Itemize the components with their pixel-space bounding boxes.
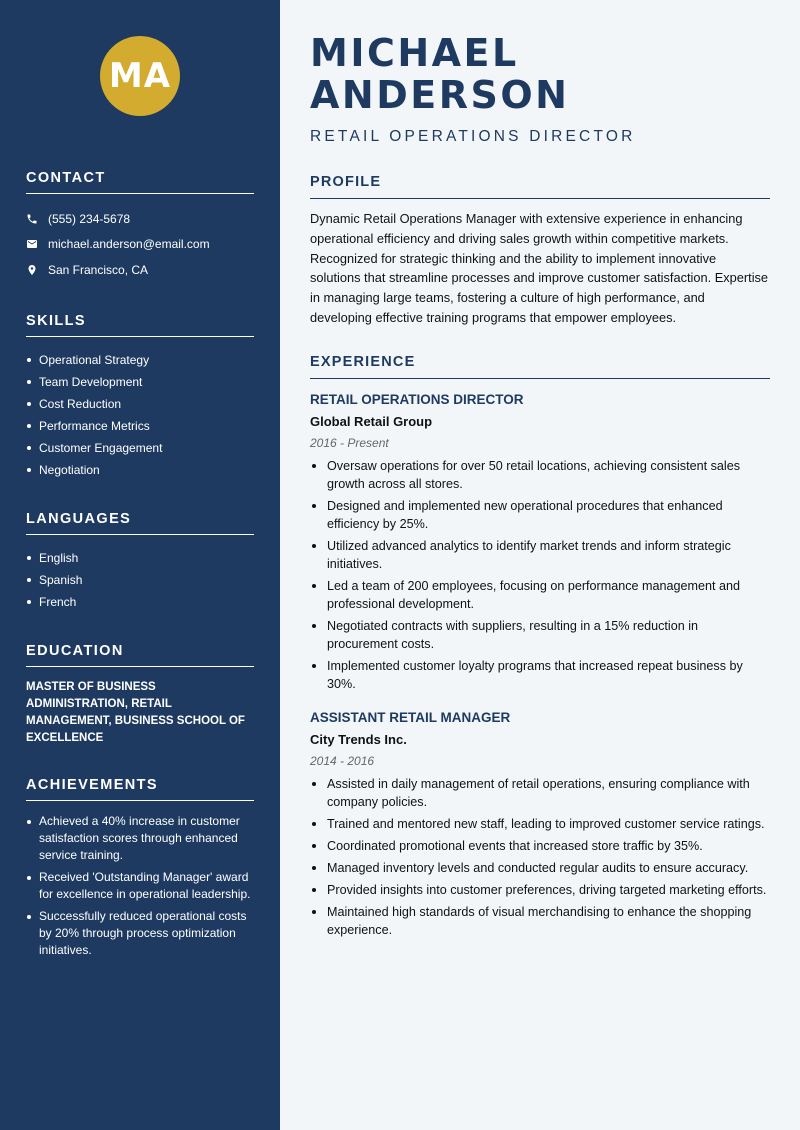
email-icon [26, 238, 38, 250]
job-bullet: Utilized advanced analytics to identify market trends and inform strategic initiatives. [310, 537, 770, 573]
job-bullet: Implemented customer loyalty programs that increased repeat business by 30%. [310, 657, 770, 693]
profile-heading: PROFILE [310, 174, 770, 199]
achievement-item: Received 'Outstanding Manager' award for excellence in operational leadership. [26, 869, 254, 903]
candidate-name: MICHAEL ANDERSON [310, 31, 570, 117]
experience-heading: EXPERIENCE [310, 354, 770, 379]
job-bullets [310, 775, 770, 939]
achievement-item: Successfully reduced operational costs by 20% through process optimization initiatives. [26, 908, 254, 959]
phone-text: (555) 234-5678 [48, 211, 131, 226]
languages-list [26, 547, 254, 613]
job-bullet: Negotiated contracts with suppliers, resulting in a 15% reduction in procurement costs. [310, 617, 770, 653]
location-text: San Francisco, CA [48, 262, 149, 277]
language-item: French [26, 591, 254, 613]
job-company: City Trends Inc. [310, 731, 407, 747]
job-bullet: Managed inventory levels and conducted regular audits to ensure accuracy. [310, 859, 770, 877]
languages-section [26, 511, 254, 613]
candidate-title: RETAIL OPERATIONS DIRECTOR [310, 128, 636, 145]
education-degree: MASTER OF BUSINESS ADMINISTRATION, RETAIL MANAGEMENT, BUSINESS SCHOOL OF EXCELLENCE [26, 680, 245, 744]
job-title: ASSISTANT RETAIL MANAGER [310, 709, 511, 725]
job-company: Global Retail Group [310, 413, 433, 429]
education-heading: EDUCATION [26, 643, 254, 667]
job-bullets [310, 457, 770, 693]
job-bullet: Oversaw operations for over 50 retail locations, achieving consistent sales growth across all stores. [310, 457, 770, 493]
job-bullet: Designed and implemented new operational procedures that enhanced efficiency by 25%. [310, 497, 770, 533]
job-dates: 2016 - Present [310, 435, 389, 450]
job-bullet: Assisted in daily management of retail operations, ensuring compliance with company policies. [310, 775, 770, 811]
contact-location [26, 257, 254, 283]
email-text: michael.anderson@email.com [48, 237, 210, 252]
job-bullet: Provided insights into customer preferences, driving targeted marketing efforts. [310, 881, 770, 899]
avatar: MA [100, 36, 180, 116]
contact-phone [26, 206, 254, 232]
job-dates: 2014 - 2016 [310, 753, 375, 768]
job-entry [310, 389, 770, 693]
skills-section [26, 313, 254, 481]
achievement-item: Achieved a 40% increase in customer satisfaction scores through enhanced service training. [26, 813, 254, 864]
achievements-heading: ACHIEVEMENTS [26, 777, 254, 801]
job-bullet: Trained and mentored new staff, leading to improved customer service ratings. [310, 815, 770, 833]
job-bullet: Maintained high standards of visual merchandising to enhance the shopping experience. [310, 903, 770, 939]
skill-item: Performance Metrics [26, 415, 254, 437]
achievements-section [26, 777, 254, 959]
job-entry [310, 707, 770, 939]
skill-item: Operational Strategy [26, 349, 254, 371]
contact-heading: CONTACT [26, 170, 254, 194]
job-bullet: Led a team of 200 employees, focusing on performance management and professional development. [310, 577, 770, 613]
sidebar [0, 0, 280, 1130]
profile-text: Dynamic Retail Operations Manager with extensive experience in enhancing operational efficiency and driving sales growth within competitive markets. Recognized for strategic thinking and the ability to implement innovative solutions that streamline processes and improve customer satisfaction. Expertise in managing large teams, fostering a culture of high performance, and developing effective training programs that empower employees. [310, 211, 769, 325]
languages-heading: LANGUAGES [26, 511, 254, 535]
achievements-list [26, 813, 254, 959]
profile-section [310, 174, 770, 328]
job-title: RETAIL OPERATIONS DIRECTOR [310, 391, 524, 407]
language-item: English [26, 547, 254, 569]
skill-item: Negotiation [26, 459, 254, 481]
main-content [280, 0, 800, 1130]
skill-item: Customer Engagement [26, 437, 254, 459]
job-bullet: Coordinated promotional events that increased store traffic by 35%. [310, 837, 770, 855]
skills-heading: SKILLS [26, 313, 254, 337]
contact-section [26, 170, 254, 283]
location-pin-icon [26, 264, 38, 276]
skill-item: Cost Reduction [26, 393, 254, 415]
skills-list [26, 349, 254, 481]
contact-email [26, 232, 254, 258]
phone-icon [26, 213, 38, 225]
education-section [26, 643, 254, 747]
language-item: Spanish [26, 569, 254, 591]
experience-section [310, 354, 770, 939]
skill-item: Team Development [26, 371, 254, 393]
